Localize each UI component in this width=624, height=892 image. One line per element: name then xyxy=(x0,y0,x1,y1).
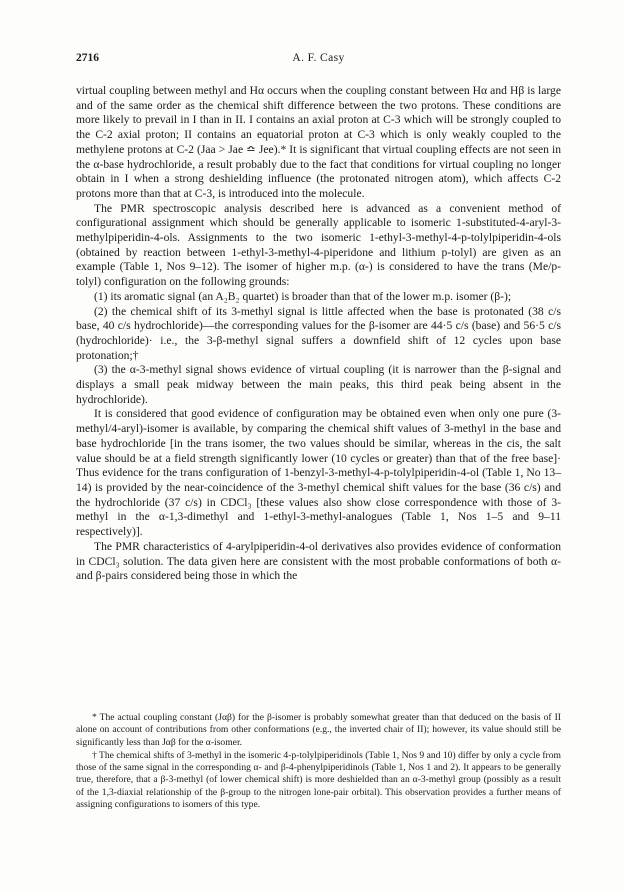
paragraph: virtual coupling between methyl and Hα occurs when the coupling constant between Hα and Hβ is large and of the same order as the chemical shift difference between the two protons. These conditions are more likely to prevail in I than in II. I contains an axial proton at C-3 which will be strongly coupled to the C-2 axial proton; II contains an equatorial proton at C-3 which is only weakly coupled to the methylene protons at C-2 (Jaa > Jae ≏ Jee).* It is significant that virtual coupling effects are not seen in the α-base hydrochloride, a result probably due to the fact that conditions for virtual coupling no longer obtain in I when a strong deshielding influence (the protonated nitrogen atom), which affects C-2 protons more than that at C-3, is introduced into the molecule. xyxy=(76,84,561,200)
footnote: † The chemical shifts of 3-methyl in the isomeric 4-p-tolylpiperidinols (Table 1, Nos 9 and 10) differ by only a cycle from those of the same signal in the corresponding α- and β-4-phenylpiperidinols (Table 1, Nos 1 and 2). It appears to be generally true, therefore, that a β-3-methyl (of lower chemical shift) is more deshielded than an α-3-methyl group (possibly as a result of the 1,3-diaxial relationship of the β-group to the nitrogen lone-pair orbital). This observation provides a further means of assigning configurations to isomers of this type. xyxy=(76,749,561,811)
list-item: (2) the chemical shift of its 3-methyl signal is little affected when the base is protonated (38 c/s base, 40 c/s hydrochloride)—the corresponding values for the β-isomer are 44·5 c/s (base) and 56·5 c/s (hydrochloride)· i.e., the 3-β-methyl signal suffers a downfield shift of 12 cycles upon base protonation;† xyxy=(76,304,561,362)
body-text xyxy=(76,84,561,584)
footnotes xyxy=(76,712,561,812)
paragraph: It is considered that good evidence of configuration may be obtained even when only one pure (3-methyl/4-aryl)-isomer is available, by comparing the chemical shift values of 3-methyl in the base and base hydrochloride [in the trans isomer, the two values should be similar, whereas in the cis, the salt value should be at a field strength significantly lower (10 cycles or greater) than that of the free base]· Thus evidence for the trans configuration of 1-benzyl-3-methyl-4-p-tolylpiperidin-4-ol (Table 1, No 13–14) is provided by the near-coincidence of the 3-methyl chemical shift values for the base (36 c/s) and the hydrochloride (37 c/s) in CDCl₃ [these values also show close correspondence with those of 3-methyl in the α-1,3-dimethyl and 1-ethyl-3-methyl-analogues (Table 1, Nos 1–5 and 9–11 respectively)]. xyxy=(76,407,561,539)
page-header xyxy=(76,52,561,68)
page-number: 2716 xyxy=(76,52,99,64)
list-item: (3) the α-3-methyl signal shows evidence of virtual coupling (it is narrower than the β-signal and displays a small peak midway between the main peaks, this third peak being absent in the hydrochloride). xyxy=(76,363,561,406)
paragraph: The PMR characteristics of 4-arylpiperidin-4-ol derivatives also provides evidence of conformation in CDCl₃ solution. The data given here are consistent with the most probable conformations of both α- and β-pairs considered being those in which the xyxy=(76,539,561,583)
list-item: (1) its aromatic signal (an A₂B₂ quartet) is broader than that of the lower m.p. isomer (β-); xyxy=(94,289,512,303)
footnote: * The actual coupling constant (Jαβ) for the β-isomer is probably somewhat greater than that deduced on the basis of II alone on account of contributions from other conformations (e.g., the inverted chair of II); however, its value should still be significantly less than Jαβ for the α-isomer. xyxy=(76,712,561,748)
running-head: A. F. Casy xyxy=(292,52,345,64)
paragraph: The PMR spectroscopic analysis described here is advanced as a convenient method of configurational assignment which should be generally applicable to isomeric 1-substituted-4-aryl-3-methylpiperidin-4-ols. Assignments to the two isomeric 1-ethyl-3-methyl-4-p-tolylpiperidin-4-ols (obtained by reaction between 1-ethyl-3-methyl-4-piperidone and lithium p-tolyl) are given as an example (Table 1, Nos 9–12). The isomer of higher m.p. (α-) is considered to have the trans (Me/p-tolyl) configuration on the following grounds: xyxy=(76,201,561,289)
